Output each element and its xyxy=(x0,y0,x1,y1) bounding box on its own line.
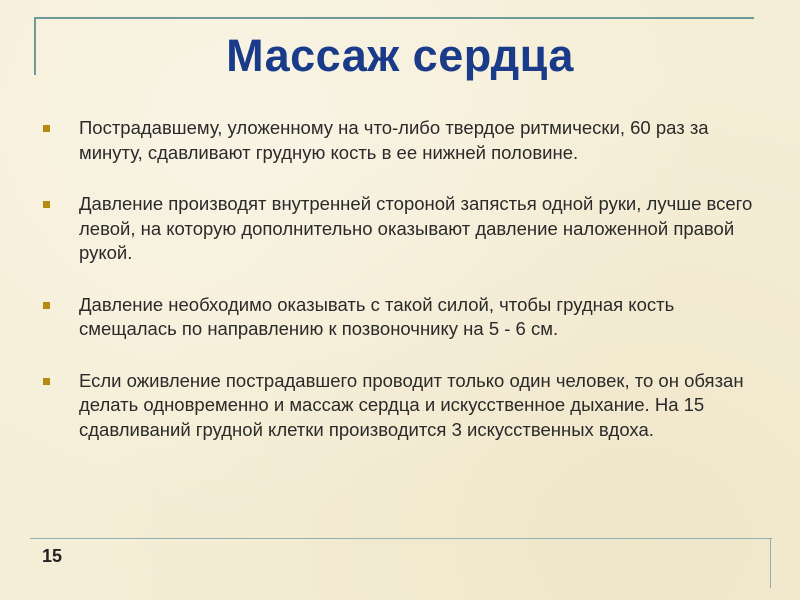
bullet-item xyxy=(40,116,760,165)
square-bullet-icon xyxy=(43,125,50,132)
bullet-text: Давление производят внутренней стороной запястья одной руки, лучше всего левой, на которую дополнительно оказывают давление наложенной правой рукой. xyxy=(79,193,753,263)
frame-right-line xyxy=(770,538,771,588)
bullet-item xyxy=(40,192,760,266)
bullet-text: Если оживление пострадавшего проводит только один человек, то он обязан делать одновременно и массаж сердца и искусственное дыхание. На 15 сдавливаний грудной клетки производится 3 искусственных вдоха. xyxy=(79,369,744,440)
bullet-item xyxy=(40,293,760,342)
bullet-list xyxy=(40,116,760,469)
square-bullet-icon xyxy=(43,201,50,208)
bullet-text: Пострадавшему, уложенному на что-либо твердое ритмически, 60 раз за минуту, сдавливают грудную кость в ее нижней половине. xyxy=(79,117,709,163)
frame-top-line xyxy=(34,17,754,19)
frame-bottom-line xyxy=(30,538,772,539)
bullet-text: Давление необходимо оказывать с такой силой, чтобы грудная кость смещалась по направлению к позвоночнику на 5 - 6 см. xyxy=(79,293,675,339)
square-bullet-icon xyxy=(43,302,50,309)
page-number: 15 xyxy=(42,546,63,566)
slide-title: Массаж сердца xyxy=(226,30,574,81)
square-bullet-icon xyxy=(43,378,50,385)
bullet-item xyxy=(40,369,760,443)
